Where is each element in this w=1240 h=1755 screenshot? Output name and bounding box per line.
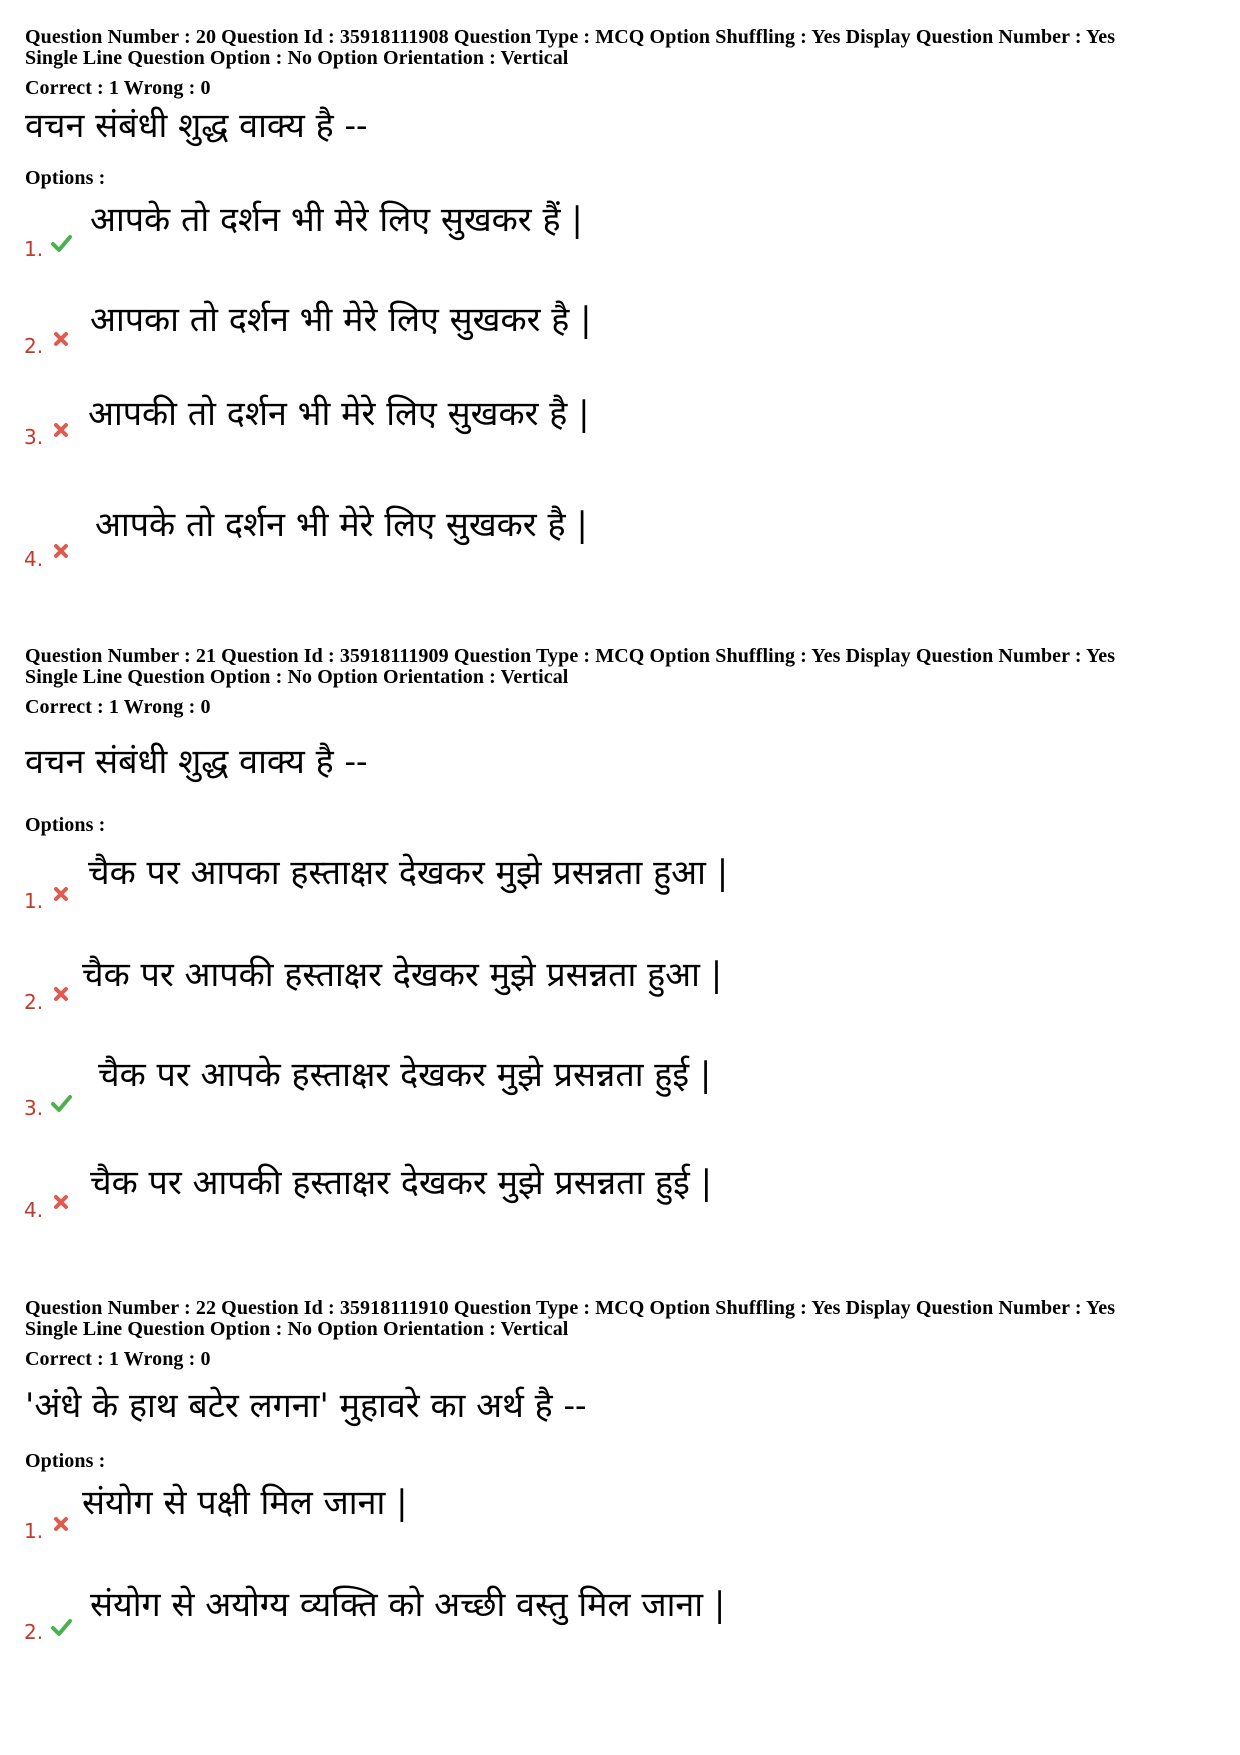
- option-number: 3.: [24, 1096, 44, 1120]
- option-text: चैक पर आपकी हस्ताक्षर देखकर मुझे प्रसन्नता हुआ |: [82, 955, 723, 995]
- option-number: 4.: [24, 1198, 44, 1222]
- options-label: Options :: [25, 814, 106, 836]
- options-label: Options :: [25, 167, 106, 189]
- cross-icon: [53, 1194, 69, 1210]
- cross-icon: [53, 543, 69, 559]
- option-text: आपके तो दर्शन भी मेरे लिए सुखकर है |: [95, 505, 588, 545]
- option-text: संयोग से पक्षी मिल जाना |: [82, 1483, 408, 1523]
- option-text: संयोग से अयोग्य व्यक्ति को अच्छी वस्तु मिल जाना |: [90, 1585, 726, 1625]
- question-meta-2: Single Line Question Option : No Option Orientation : Vertical: [25, 666, 569, 688]
- question-meta: Question Number : 22 Question Id : 35918111910 Question Type : MCQ Option Shuffling : Yes Display Question Number : Yes: [25, 1297, 1116, 1319]
- option-number: 1.: [24, 1519, 44, 1543]
- option-text: चैक पर आपकी हस्ताक्षर देखकर मुझे प्रसन्नता हुई |: [90, 1163, 713, 1203]
- question-text: वचन संबंधी शुद्ध वाक्य है --: [25, 742, 368, 782]
- option-number: 2.: [24, 334, 44, 358]
- option-number: 2.: [24, 990, 44, 1014]
- score-line: Correct : 1 Wrong : 0: [25, 77, 211, 99]
- check-icon: [50, 1616, 72, 1638]
- cross-icon: [53, 1516, 69, 1532]
- option-number: 1.: [24, 237, 44, 261]
- option-text: आपके तो दर्शन भी मेरे लिए सुखकर हैं |: [90, 200, 583, 240]
- question-meta-2: Single Line Question Option : No Option Orientation : Vertical: [25, 1318, 569, 1340]
- score-line: Correct : 1 Wrong : 0: [25, 696, 211, 718]
- option-number: 1.: [24, 889, 44, 913]
- question-text: वचन संबंधी शुद्ध वाक्य है --: [25, 106, 368, 146]
- option-text: चैक पर आपके हस्ताक्षर देखकर मुझे प्रसन्नता हुई |: [98, 1055, 712, 1095]
- cross-icon: [53, 422, 69, 438]
- score-line: Correct : 1 Wrong : 0: [25, 1348, 211, 1370]
- option-text: चैक पर आपका हस्ताक्षर देखकर मुझे प्रसन्नता हुआ |: [88, 853, 729, 893]
- check-icon: [50, 232, 72, 254]
- option-number: 4.: [24, 547, 44, 571]
- cross-icon: [53, 331, 69, 347]
- check-icon: [50, 1092, 72, 1114]
- cross-icon: [53, 986, 69, 1002]
- question-text: 'अंधे के हाथ बटेर लगना' मुहावरे का अर्थ है --: [25, 1386, 587, 1426]
- cross-icon: [53, 886, 69, 902]
- question-meta-2: Single Line Question Option : No Option Orientation : Vertical: [25, 47, 569, 69]
- option-number: 2.: [24, 1620, 44, 1644]
- question-meta: Question Number : 20 Question Id : 35918111908 Question Type : MCQ Option Shuffling : Yes Display Question Number : Yes: [25, 26, 1116, 48]
- option-number: 3.: [24, 425, 44, 449]
- question-meta: Question Number : 21 Question Id : 35918111909 Question Type : MCQ Option Shuffling : Yes Display Question Number : Yes: [25, 645, 1116, 667]
- option-text: आपकी तो दर्शन भी मेरे लिए सुखकर है |: [88, 394, 590, 434]
- options-label: Options :: [25, 1450, 106, 1472]
- option-text: आपका तो दर्शन भी मेरे लिए सुखकर है |: [90, 300, 592, 340]
